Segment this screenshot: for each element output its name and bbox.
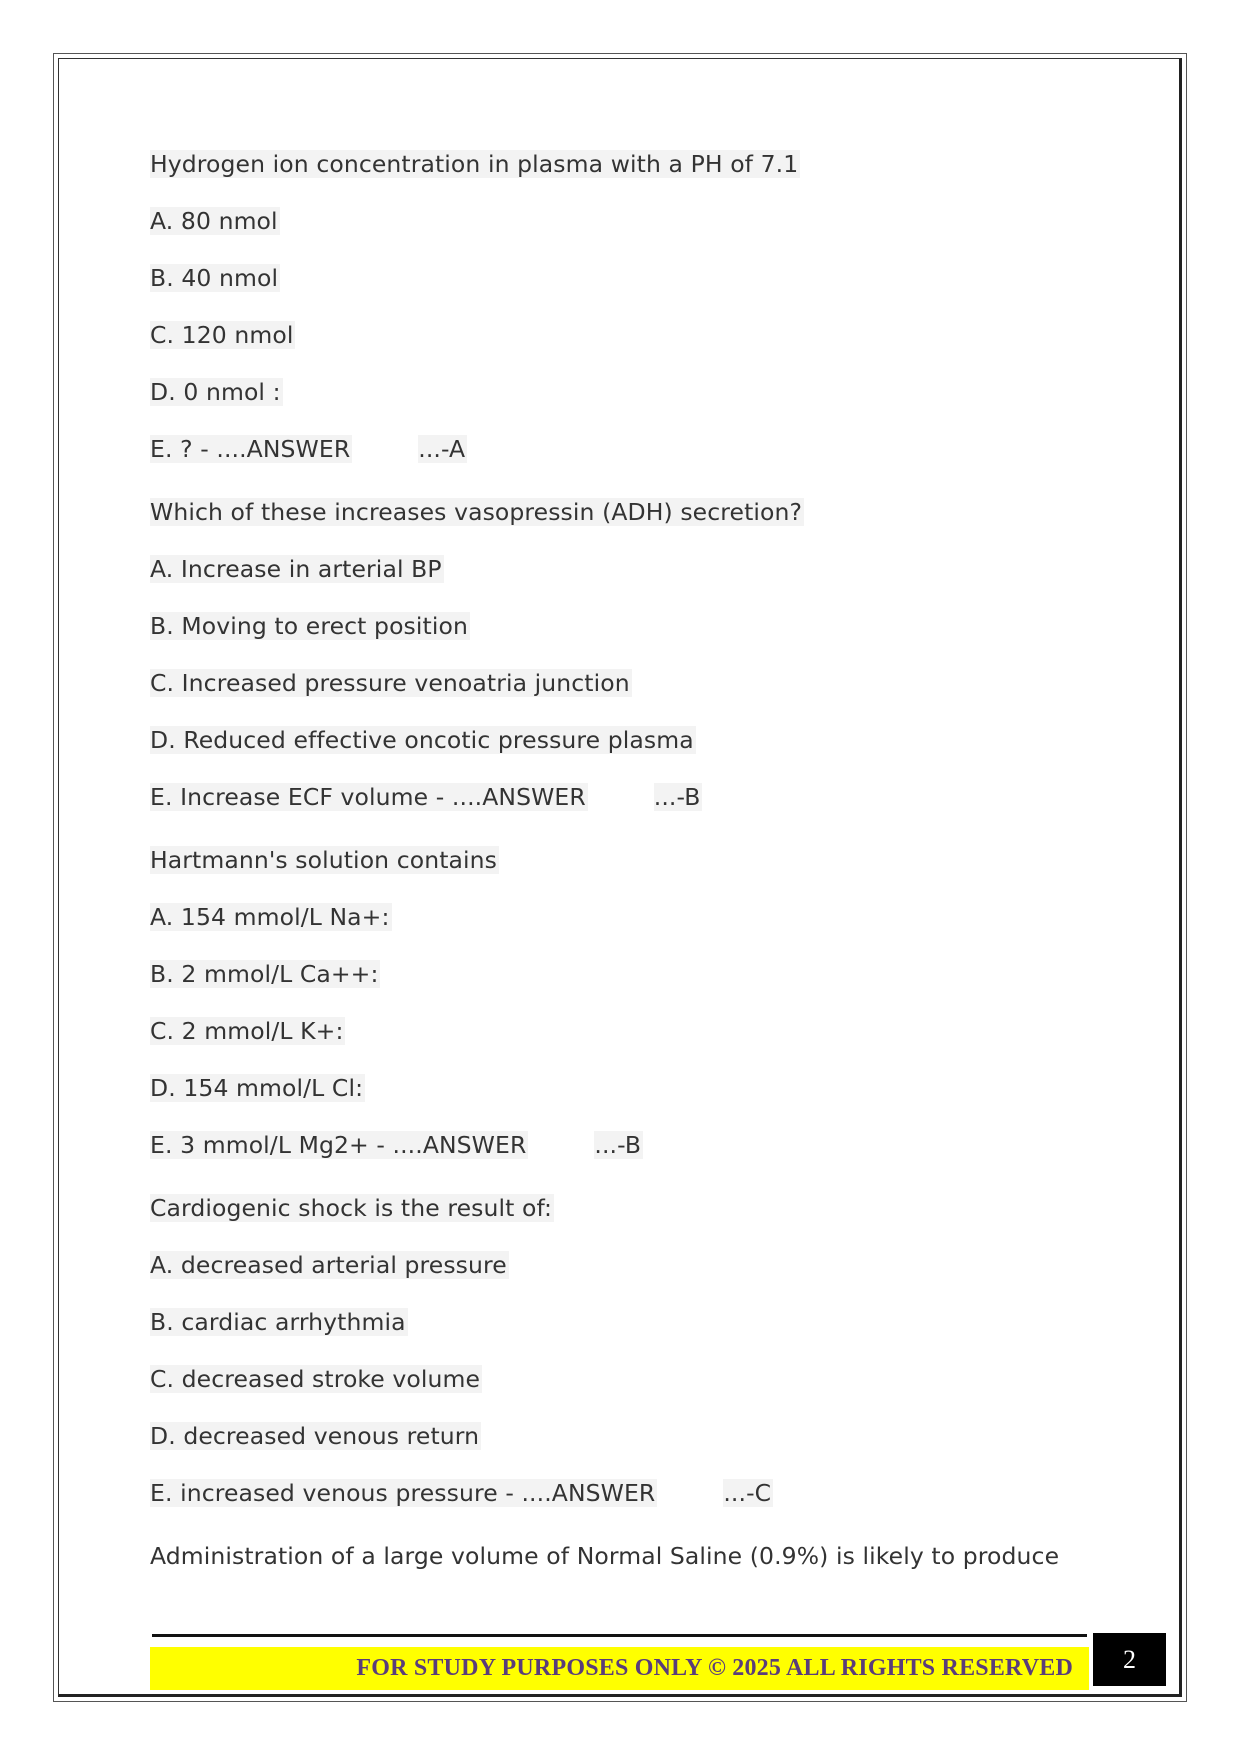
- option-a: A. Increase in arterial BP: [150, 555, 442, 583]
- option-c: C. 2 mmol/L K+:: [150, 1017, 344, 1045]
- answer-key: ...-A: [418, 435, 466, 463]
- option-d: D. 0 nmol :: [150, 378, 281, 406]
- question-list: [150, 148, 1110, 1572]
- question-stem: Hartmann's solution contains: [150, 846, 498, 874]
- answer-key: ...-B: [594, 1131, 642, 1159]
- option-b: B. 40 nmol: [150, 264, 279, 292]
- option-e-answer: E. increased venous pressure - ....ANSWER ...-C: [150, 1479, 772, 1507]
- option-e-answer: E. 3 mmol/L Mg2+ - ....ANSWER ...-B: [150, 1131, 642, 1159]
- option-c: C. 120 nmol: [150, 321, 294, 349]
- option-b: B. cardiac arrhythmia: [150, 1308, 406, 1336]
- answer-key: ...-C: [723, 1479, 772, 1507]
- option-e-answer: E. ? - ....ANSWER ...-A: [150, 435, 466, 463]
- option-c: C. decreased stroke volume: [150, 1365, 481, 1393]
- question-1: [150, 148, 1110, 465]
- question-stem: Which of these increases vasopressin (ADH) secretion?: [150, 498, 803, 526]
- answer-key: ...-B: [653, 783, 701, 811]
- option-d: D. Reduced effective oncotic pressure plasma: [150, 726, 694, 754]
- option-e-answer: E. Increase ECF volume - ....ANSWER ...-B: [150, 783, 701, 811]
- option-c: C. Increased pressure venoatria junction: [150, 669, 630, 697]
- question-3: [150, 844, 1110, 1161]
- question-4: [150, 1192, 1110, 1509]
- footer-copyright-text: FOR STUDY PURPOSES ONLY © 2025 ALL RIGHTS RESERVED: [356, 1655, 1073, 1681]
- option-a: A. decreased arterial pressure: [150, 1251, 507, 1279]
- option-a: A. 154 mmol/L Na+:: [150, 903, 390, 931]
- option-a: A. 80 nmol: [150, 207, 278, 235]
- trailing-question-stem: Administration of a large volume of Normal Saline (0.9%) is likely to produce: [150, 1542, 1060, 1570]
- option-b: B. Moving to erect position: [150, 612, 468, 640]
- footer-banner: [150, 1647, 1089, 1690]
- question-stem: Cardiogenic shock is the result of:: [150, 1194, 553, 1222]
- option-d: D. 154 mmol/L Cl:: [150, 1074, 364, 1102]
- question-stem: Hydrogen ion concentration in plasma with a PH of 7.1: [150, 150, 799, 178]
- option-b: B. 2 mmol/L Ca++:: [150, 960, 379, 988]
- option-d: D. decreased venous return: [150, 1422, 480, 1450]
- question-2: [150, 496, 1110, 813]
- page-number: 2: [1093, 1633, 1166, 1686]
- footer-divider: [152, 1634, 1087, 1637]
